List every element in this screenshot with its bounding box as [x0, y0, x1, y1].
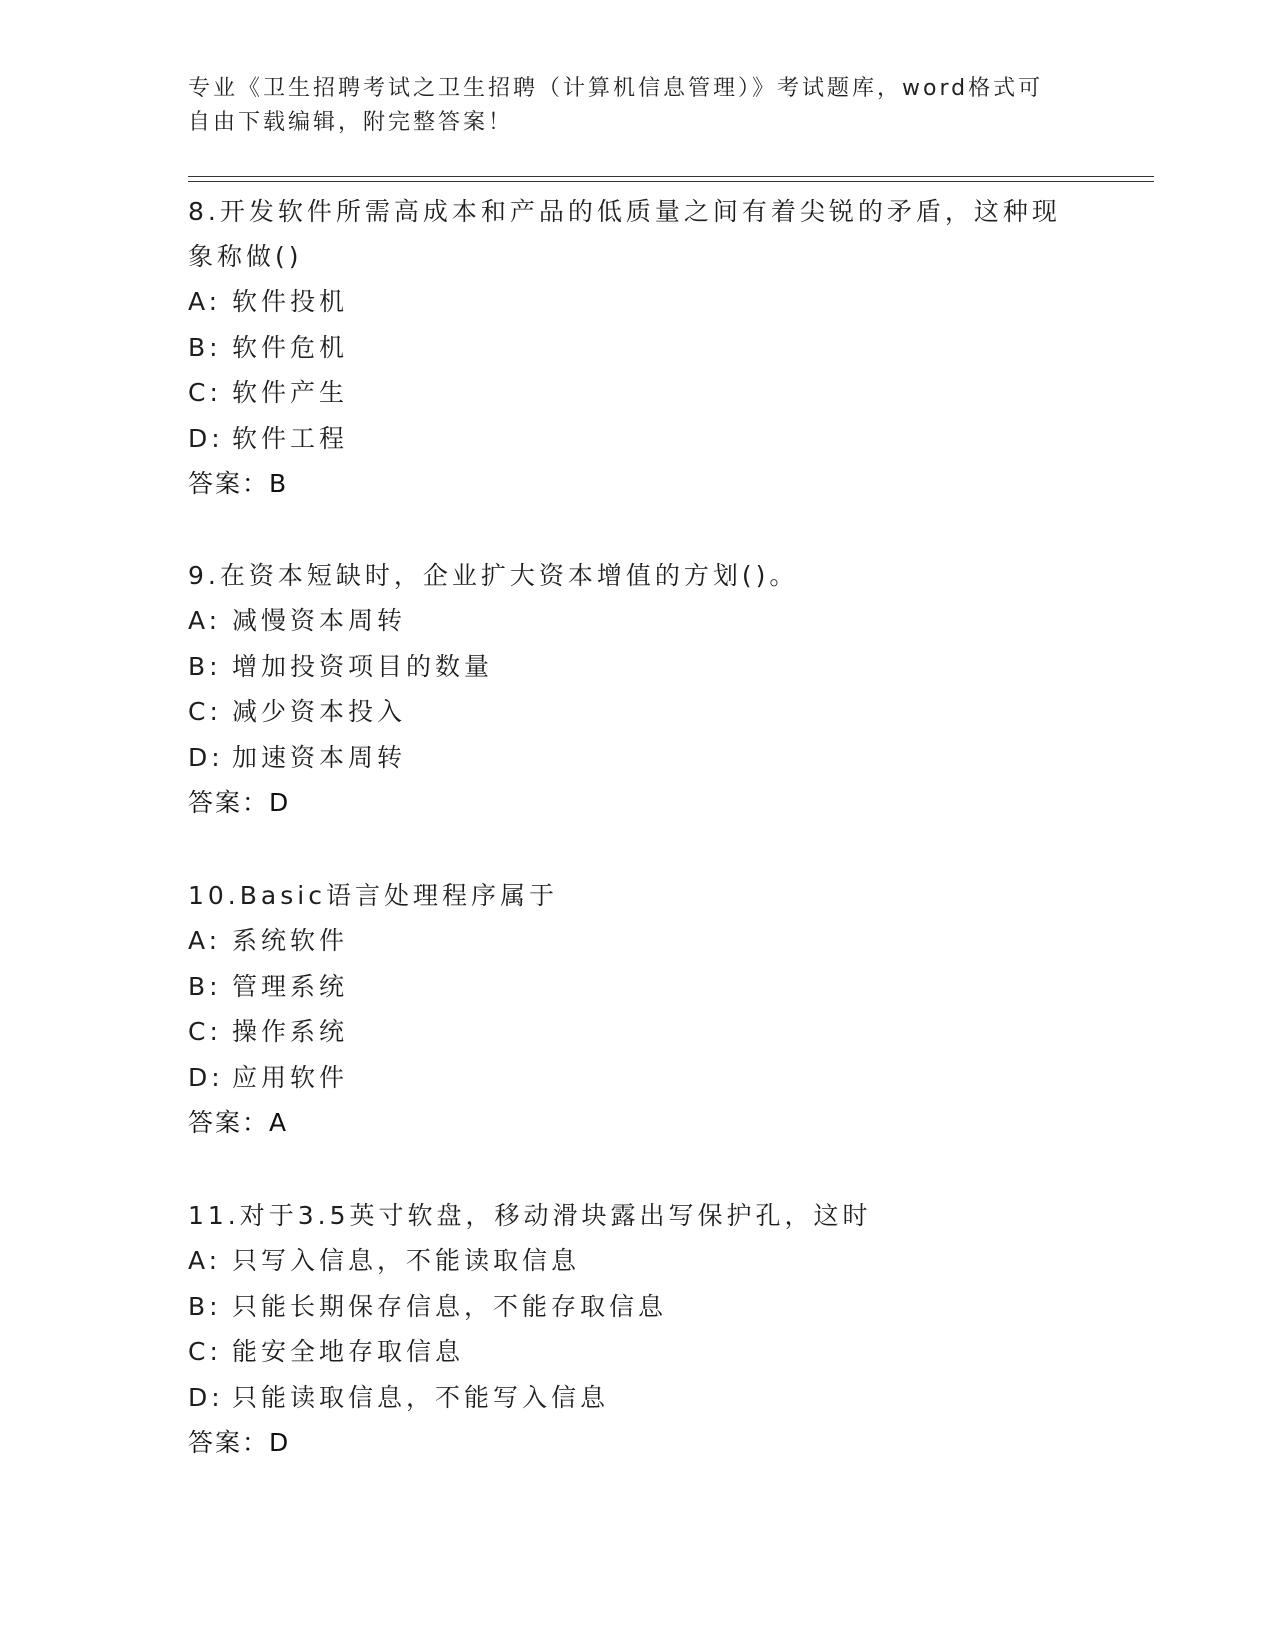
- option-text: 软件工程: [232, 423, 349, 453]
- answer-line: 答案：D: [188, 1428, 291, 1457]
- option-key: A:: [188, 926, 222, 955]
- option-text: 能安全地存取信息: [232, 1337, 465, 1366]
- option-a: [188, 918, 1088, 964]
- option-key: C:: [188, 697, 222, 726]
- question-9: [188, 553, 1088, 825]
- option-key: D:: [188, 423, 224, 453]
- option-key: A:: [188, 287, 222, 316]
- option-key: C:: [188, 378, 222, 407]
- option-b: [188, 964, 1088, 1010]
- option-text: 应用软件: [232, 1062, 349, 1092]
- option-key: D:: [188, 742, 224, 772]
- header-divider-top: [188, 176, 1154, 177]
- option-text: 加速资本周转: [232, 742, 407, 772]
- option-key: B:: [188, 332, 222, 362]
- option-a: [188, 1238, 1088, 1284]
- option-c: [188, 1329, 1088, 1375]
- question-stem: 11.对于3.5英寸软盘，移动滑块露出写保护孔，这时: [188, 1201, 872, 1230]
- option-b: [188, 325, 1088, 371]
- option-text: 只能读取信息，不能写入信息: [232, 1382, 610, 1412]
- question-10: [188, 873, 1088, 1145]
- option-c: [188, 689, 1088, 735]
- option-d: [188, 1055, 1088, 1101]
- header-text: 专业《卫生招聘考试之卫生招聘（计算机信息管理）》考试题库，word格式可自由下载编辑，附完整答案！: [188, 76, 1044, 135]
- answer-line: 答案：B: [188, 469, 289, 498]
- option-key: D:: [188, 1382, 224, 1412]
- option-key: B:: [188, 1291, 222, 1321]
- option-d: [188, 1375, 1088, 1421]
- option-d: [188, 416, 1088, 462]
- option-text: 增加投资项目的数量: [232, 651, 494, 681]
- option-text: 只写入信息，不能读取信息: [232, 1246, 581, 1275]
- option-key: C:: [188, 1017, 222, 1046]
- option-key: B:: [188, 651, 222, 681]
- option-c: [188, 370, 1088, 416]
- option-key: D:: [188, 1062, 224, 1092]
- header-divider-bottom: [188, 181, 1154, 182]
- option-text: 管理系统: [232, 971, 349, 1001]
- question-11: [188, 1193, 1088, 1465]
- option-b: [188, 644, 1088, 690]
- question-stem: 9.在资本短缺时，企业扩大资本增值的方划()。: [188, 561, 799, 590]
- question-8: [188, 189, 1088, 506]
- option-text: 软件投机: [232, 287, 349, 316]
- option-text: 软件危机: [232, 332, 349, 362]
- answer-line: 答案：D: [188, 788, 291, 817]
- option-key: C:: [188, 1337, 222, 1366]
- answer-line: 答案：A: [188, 1108, 289, 1137]
- document-header: [188, 72, 1068, 140]
- option-text: 减少资本投入: [232, 697, 407, 726]
- option-b: [188, 1284, 1088, 1330]
- option-key: A:: [188, 606, 222, 635]
- option-a: [188, 598, 1088, 644]
- option-text: 系统软件: [232, 926, 349, 955]
- option-text: 减慢资本周转: [232, 606, 407, 635]
- option-text: 软件产生: [232, 378, 349, 407]
- option-key: A:: [188, 1246, 222, 1275]
- question-stem: 10.Basic语言处理程序属于: [188, 881, 558, 910]
- option-a: [188, 279, 1088, 325]
- option-d: [188, 735, 1088, 781]
- option-key: B:: [188, 971, 222, 1001]
- question-stem: 8.开发软件所需高成本和产品的低质量之间有着尖锐的矛盾，这种现象称做(): [188, 197, 1061, 271]
- option-text: 只能长期保存信息，不能存取信息: [232, 1291, 668, 1321]
- option-c: [188, 1009, 1088, 1055]
- option-text: 操作系统: [232, 1017, 349, 1046]
